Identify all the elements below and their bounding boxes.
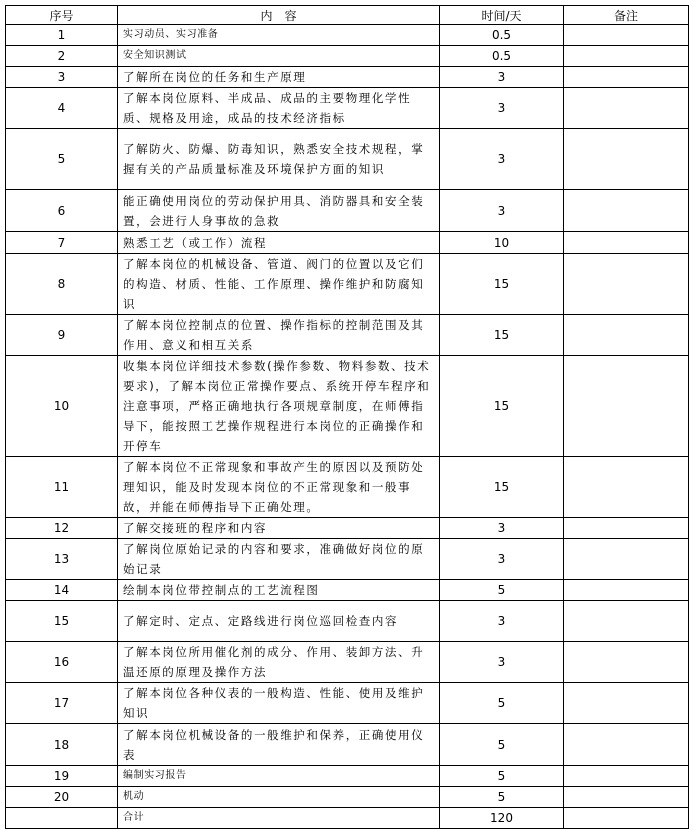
row-remarks	[564, 254, 689, 315]
row-remarks	[564, 539, 689, 580]
total-serial-empty	[6, 808, 118, 829]
row-remarks	[564, 766, 689, 787]
row-remarks	[564, 724, 689, 766]
table-row	[6, 254, 689, 315]
row-serial-number: 2	[6, 46, 118, 67]
row-serial-number: 17	[6, 683, 118, 724]
row-content: 了解定时、定点、定路线进行岗位巡回检查内容	[118, 601, 440, 642]
row-remarks	[564, 190, 689, 232]
table-row	[6, 642, 689, 683]
header-time-days: 时间/天	[440, 6, 564, 25]
row-remarks	[564, 129, 689, 190]
row-content: 安全知识测试	[118, 46, 440, 67]
row-content: 了解本岗位不正常现象和事故产生的原因以及预防处理知识，能及时发现本岗位的不正常现象和一般事故，并能在师傅指导下正确处理。	[118, 457, 440, 518]
row-time-days: 5	[440, 724, 564, 766]
row-serial-number: 20	[6, 787, 118, 808]
table-row	[6, 232, 689, 254]
row-remarks	[564, 88, 689, 129]
total-time-days: 120	[440, 808, 564, 829]
row-time-days: 3	[440, 518, 564, 539]
row-remarks	[564, 232, 689, 254]
table-row	[6, 457, 689, 518]
row-content: 了解本岗位的机械设备、管道、阀门的位置以及它们的构造、材质、性能、工作原理、操作维护和防腐知识	[118, 254, 440, 315]
row-remarks	[564, 642, 689, 683]
row-content: 了解本岗位所用催化剂的成分、作用、装卸方法、升温还原的原理及操作方法	[118, 642, 440, 683]
row-serial-number: 8	[6, 254, 118, 315]
row-content: 了解本岗位各种仪表的一般构造、性能、使用及维护知识	[118, 683, 440, 724]
row-serial-number: 10	[6, 356, 118, 457]
row-content: 了解交接班的程序和内容	[118, 518, 440, 539]
table-row	[6, 518, 689, 539]
row-serial-number: 1	[6, 25, 118, 46]
row-remarks	[564, 46, 689, 67]
table-row	[6, 315, 689, 356]
table-row	[6, 67, 689, 88]
table-row	[6, 683, 689, 724]
row-content: 编制实习报告	[118, 766, 440, 787]
row-time-days: 10	[440, 232, 564, 254]
row-serial-number: 16	[6, 642, 118, 683]
table-row	[6, 724, 689, 766]
row-serial-number: 19	[6, 766, 118, 787]
row-serial-number: 9	[6, 315, 118, 356]
row-remarks	[564, 683, 689, 724]
row-content: 了解岗位原始记录的内容和要求，准确做好岗位的原始记录	[118, 539, 440, 580]
total-row	[6, 808, 689, 829]
row-time-days: 3	[440, 88, 564, 129]
table-row	[6, 766, 689, 787]
row-serial-number: 6	[6, 190, 118, 232]
row-serial-number: 15	[6, 601, 118, 642]
table-row	[6, 46, 689, 67]
row-remarks	[564, 457, 689, 518]
row-serial-number: 14	[6, 580, 118, 601]
row-serial-number: 5	[6, 129, 118, 190]
row-time-days: 15	[440, 457, 564, 518]
row-serial-number: 3	[6, 67, 118, 88]
row-serial-number: 13	[6, 539, 118, 580]
table-row	[6, 25, 689, 46]
row-serial-number: 4	[6, 88, 118, 129]
table-row	[6, 787, 689, 808]
row-content: 了解本岗位机械设备的一般维护和保养，正确使用仪表	[118, 724, 440, 766]
header-remarks: 备注	[564, 6, 689, 25]
row-time-days: 5	[440, 766, 564, 787]
row-serial-number: 11	[6, 457, 118, 518]
row-time-days: 3	[440, 129, 564, 190]
row-remarks	[564, 315, 689, 356]
row-remarks	[564, 787, 689, 808]
row-serial-number: 12	[6, 518, 118, 539]
row-content: 机动	[118, 787, 440, 808]
row-remarks	[564, 518, 689, 539]
table-row	[6, 190, 689, 232]
table-header-row	[6, 6, 689, 25]
internship-schedule-table	[5, 5, 689, 829]
table-body	[6, 25, 689, 829]
row-content: 了解本岗位控制点的位置、操作指标的控制范围及其作用、意义和相互关系	[118, 315, 440, 356]
table-row	[6, 539, 689, 580]
row-serial-number: 7	[6, 232, 118, 254]
row-time-days: 15	[440, 315, 564, 356]
row-content: 熟悉工艺（或工作）流程	[118, 232, 440, 254]
row-remarks	[564, 25, 689, 46]
table-row	[6, 129, 689, 190]
row-content: 收集本岗位详细技术参数(操作参数、物料参数、技术要求)，了解本岗位正常操作要点、系统开停车程序和注意事项，严格正确地执行各项规章制度，在师傅指导下，能按照工艺操作规程进行本岗位的正确操作和开停车	[118, 356, 440, 457]
row-content: 了解本岗位原料、半成品、成品的主要物理化学性质、规格及用途，成品的技术经济指标	[118, 88, 440, 129]
row-remarks	[564, 601, 689, 642]
row-time-days: 3	[440, 642, 564, 683]
header-serial-number: 序号	[6, 6, 118, 25]
row-content: 绘制本岗位带控制点的工艺流程图	[118, 580, 440, 601]
total-remarks	[564, 808, 689, 829]
row-time-days: 5	[440, 787, 564, 808]
table-row	[6, 356, 689, 457]
row-time-days: 5	[440, 580, 564, 601]
table-row	[6, 601, 689, 642]
row-time-days: 5	[440, 683, 564, 724]
row-remarks	[564, 356, 689, 457]
row-time-days: 3	[440, 601, 564, 642]
row-content: 了解防火、防爆、防毒知识，熟悉安全技术规程，掌握有关的产品质量标准及环境保护方面的知识	[118, 129, 440, 190]
row-time-days: 15	[440, 356, 564, 457]
header-content: 内 容	[118, 6, 440, 25]
row-content: 能正确使用岗位的劳动保护用具、消防器具和安全装置，会进行人身事故的急救	[118, 190, 440, 232]
row-time-days: 3	[440, 539, 564, 580]
row-serial-number: 18	[6, 724, 118, 766]
total-label: 合计	[118, 808, 440, 829]
row-time-days: 15	[440, 254, 564, 315]
table-row	[6, 88, 689, 129]
row-time-days: 3	[440, 67, 564, 88]
row-content: 了解所在岗位的任务和生产原理	[118, 67, 440, 88]
row-time-days: 3	[440, 190, 564, 232]
row-remarks	[564, 580, 689, 601]
row-time-days: 0.5	[440, 46, 564, 67]
table-row	[6, 580, 689, 601]
row-time-days: 0.5	[440, 25, 564, 46]
row-content: 实习动员、实习准备	[118, 25, 440, 46]
row-remarks	[564, 67, 689, 88]
